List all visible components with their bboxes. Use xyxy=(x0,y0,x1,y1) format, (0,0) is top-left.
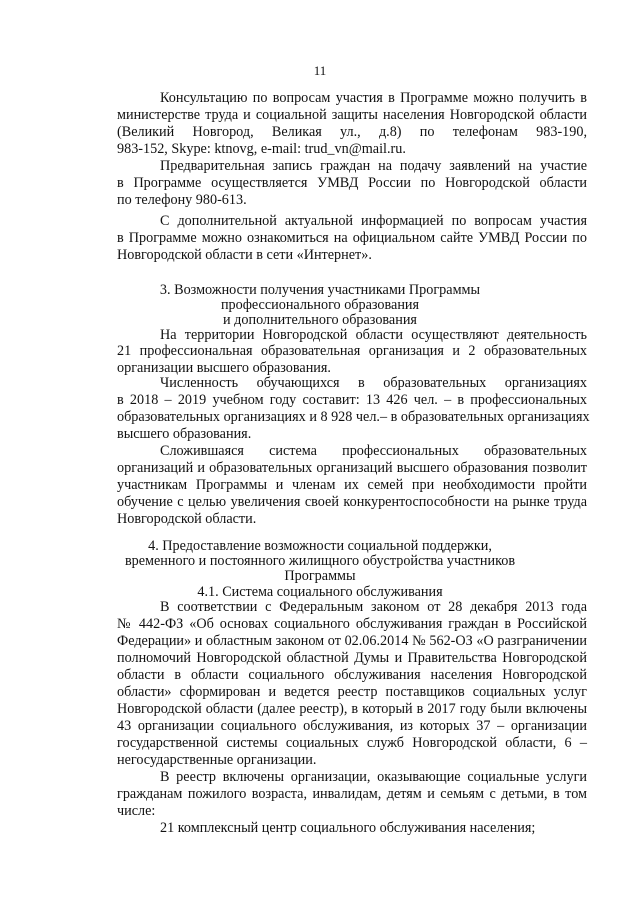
paragraph-line: участникам Программы и членам их семей при необходимости пройти xyxy=(117,477,587,493)
section-heading-line: 4.1. Система социального обслуживания xyxy=(197,584,443,600)
paragraph-line: негосударственные организации. xyxy=(117,752,317,768)
paragraph-line: Новгородской области (далее реестр), в который в 2017 году были включены xyxy=(117,701,587,717)
paragraph-line: государственной системы социальных служб Новгородской области, 6 – xyxy=(117,735,587,751)
paragraph-line: полномочий Новгородской областной Думы и Правительства Новгородской xyxy=(117,650,587,666)
paragraph-line: В соответствии с Федеральным законом от 28 декабря 2013 года xyxy=(160,599,587,615)
paragraph-line: гражданам пожилого возраста, инвалидам, детям и семьям с детьми, в том xyxy=(117,786,587,802)
paragraph-line: В реестр включены организации, оказывающие социальные услуги xyxy=(160,769,587,785)
paragraph-line: На территории Новгородской области осуществляют деятельность xyxy=(160,327,587,343)
paragraph-line: области» сформирован и ведется реестр поставщиков социальных услуг xyxy=(117,684,587,700)
paragraph-line: Новгородской области в сети «Интернет». xyxy=(117,247,372,263)
paragraph-line: области в области социального обслуживания населения Новгородской xyxy=(117,667,587,683)
paragraph-line: образовательных организациях и 8 928 чел.– в образовательных организациях xyxy=(117,409,590,425)
paragraph-line: № 442-ФЗ «Об основах социального обслуживания граждан в Российской xyxy=(117,616,587,632)
paragraph-line: 21 профессиональная образовательная организация и 2 образовательных xyxy=(117,343,587,359)
paragraph-line: в 2018 – 2019 учебном году составит: 13 426 чел. – в профессиональных xyxy=(117,392,587,408)
page-number: 11 xyxy=(313,63,327,78)
section-heading-line: Программы xyxy=(284,568,356,584)
paragraph-line: в Программе можно ознакомиться на официальном сайте УМВД России по xyxy=(117,230,587,246)
paragraph-line: организации высшего образования. xyxy=(117,360,331,376)
paragraph-line: 983-152, Skype: ktnovg, e-mail: trud_vn@mail.ru. xyxy=(117,141,406,157)
paragraph-line: 43 организации социального обслуживания, из которых 37 – организации xyxy=(117,718,587,734)
section-heading-line: 3. Возможности получения участниками Программы xyxy=(159,282,481,298)
paragraph-line: высшего образования. xyxy=(117,426,252,442)
paragraph-line: 21 комплексный центр социального обслуживания населения; xyxy=(160,820,536,836)
paragraph-line: Численность обучающихся в образовательных организациях xyxy=(160,375,587,391)
paragraph-line: (Великий Новгород, Великая ул., д.8) по телефонам 983-190, xyxy=(117,124,587,140)
section-heading-line: временного и постоянного жилищного обустройства участников xyxy=(124,553,516,569)
section-heading-line: профессионального образования xyxy=(220,297,420,313)
section-heading-line: и дополнительного образования xyxy=(223,312,417,328)
paragraph-line: организаций и образовательных организаций высшего образования позволит xyxy=(117,460,587,476)
paragraph-line: С дополнительной актуальной информацией по вопросам участия xyxy=(160,213,587,229)
paragraph-line: обучение с целью увеличения своей конкурентоспособности на рынке труда xyxy=(117,494,587,510)
paragraph-line: Федерации» и областным законом от 02.06.2014 № 562-ОЗ «О разграничении xyxy=(117,633,587,649)
paragraph-line: по телефону 980-613. xyxy=(117,192,247,208)
paragraph-line: Консультацию по вопросам участия в Программе можно получить в xyxy=(160,90,587,106)
section-heading-line: 4. Предоставление возможности социальной поддержки, xyxy=(148,538,492,554)
paragraph-line: Сложившаяся система профессиональных образовательных xyxy=(160,443,587,459)
paragraph-line: Новгородской области. xyxy=(117,511,257,527)
paragraph-line: министерстве труда и социальной защиты населения Новгородской области xyxy=(117,107,587,123)
paragraph-line: в Программе осуществляется УМВД России по Новгородской области xyxy=(117,175,587,191)
paragraph-line: числе: xyxy=(117,803,156,819)
paragraph-line: Предварительная запись граждан на подачу заявлений на участие xyxy=(160,158,587,174)
